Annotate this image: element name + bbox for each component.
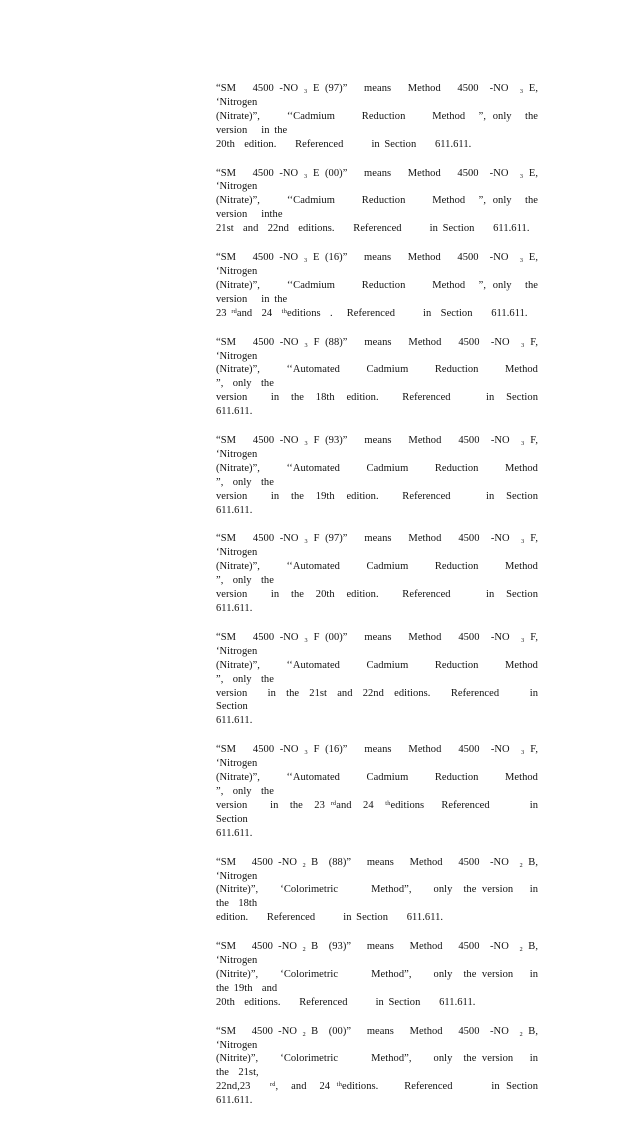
definition-entry — [216, 631, 548, 728]
text-line: (Nitrite)”, ‘Colorimetric Method”, only the version in the 21st, — [216, 1053, 543, 1079]
text-line: 611.611. — [216, 827, 253, 839]
text-line: (Nitrate)”, ‘‘Automated Cadmium Reduction Method ”, only the — [216, 364, 548, 390]
definition-entry — [216, 336, 557, 419]
text-line: version in the 21st and 22nd editions. Referenced in Section — [216, 687, 548, 713]
text-line: (Nitrate)”, ‘‘Cadmium Reduction Method ”, only the version inthe — [216, 195, 543, 221]
text-line: 611.611. — [216, 715, 253, 727]
text-line: 21st and 22nd editions. Referenced in Section 611.611. — [216, 223, 530, 235]
text-line: “SM 4500 -NO ₃ E (97)” means Method 4500 -NO ₃ E, ‘Nitrogen — [216, 83, 548, 108]
text-line: “SM 4500 -NO ₃ E (00)” means Method 4500 -NO ₃ E, ‘Nitrogen — [216, 167, 548, 193]
definition-entry — [216, 1025, 557, 1108]
text-line: version in the 19th edition. Referenced in Section 611.611. — [216, 490, 557, 516]
text-line: (Nitrate)”, ‘‘Automated Cadmium Reduction Method ”, only the — [216, 659, 548, 685]
text-line: (Nitrate)”, ‘‘Cadmium Reduction Method ”, only the version in the — [216, 110, 543, 136]
text-line: 22nd,23 ʳᵈ, and 24 ᵗʰeditions. Referenced in Section 611.611. — [216, 1081, 557, 1107]
text-line: 23 ʳᵈand 24 ᵗʰeditions . Referenced in Section 611.611. — [216, 307, 528, 319]
definition-entry — [216, 743, 548, 840]
definition-entry — [216, 167, 548, 237]
definition-entry — [216, 940, 553, 1010]
definition-entry — [216, 82, 548, 152]
definitions-column — [216, 82, 557, 1122]
definition-entry — [216, 434, 557, 517]
text-line: (Nitrate)”, ‘‘Automated Cadmium Reduction Method ”, only the — [216, 561, 548, 587]
definition-entry — [216, 532, 557, 615]
text-line: “SM 4500 -NO ₃ F (93)” means Method 4500 -NO ₃ F, ‘Nitrogen — [216, 435, 548, 460]
text-line: (Nitrate)”, ‘‘Automated Cadmium Reduction Method ”, only the — [216, 772, 548, 797]
text-line: (Nitrate)”, ‘‘Cadmium Reduction Method ”, only the version in the — [216, 279, 543, 305]
definition-entry — [216, 856, 553, 926]
text-line: “SM 4500 -NO ₃ F (00)” means Method 4500 -NO ₃ F, ‘Nitrogen — [216, 631, 548, 657]
text-line: “SM 4500 -NO ₃ E (16)” means Method 4500 -NO ₃ E, ‘Nitrogen — [216, 252, 548, 277]
text-line: (Nitrite)”, ‘Colorimetric Method”, only the version in the 19th and — [216, 968, 543, 994]
text-line: (Nitrite)”, ‘Colorimetric Method”, only the version in the 18th — [216, 884, 543, 910]
text-line: 20th editions. Referenced in Section 611.611. — [216, 996, 476, 1008]
text-line: version in the 20th edition. Referenced in Section 611.611. — [216, 589, 557, 614]
text-line: “SM 4500 -NO ₂ B (93)” means Method 4500 -NO ₂ B, ‘Nitrogen — [216, 941, 553, 967]
text-line: “SM 4500 -NO ₃ F (88)” means Method 4500 -NO ₃ F, ‘Nitrogen — [216, 336, 548, 362]
text-line: “SM 4500 -NO ₂ B (00)” means Method 4500 -NO ₂ B, ‘Nitrogen — [216, 1025, 553, 1051]
text-line: version in the 18th edition. Referenced in Section 611.611. — [216, 392, 557, 418]
text-line: version in the 23 ʳᵈand 24 ᵗʰeditions Referenced in Section — [216, 799, 548, 825]
text-line: 20th edition. Referenced in Section 611.611. — [216, 138, 472, 150]
text-line: (Nitrate)”, ‘‘Automated Cadmium Reduction Method ”, only the — [216, 462, 548, 488]
text-line: “SM 4500 -NO ₃ F (16)” means Method 4500 -NO ₃ F, ‘Nitrogen — [216, 744, 548, 770]
definition-entry — [216, 251, 548, 321]
text-line: edition. Referenced in Section 611.611. — [216, 912, 444, 924]
text-line: “SM 4500 -NO ₃ F (97)” means Method 4500 -NO ₃ F, ‘Nitrogen — [216, 533, 548, 559]
text-line: “SM 4500 -NO ₂ B (88)” means Method 4500 -NO ₂ B, ‘Nitrogen — [216, 856, 553, 882]
